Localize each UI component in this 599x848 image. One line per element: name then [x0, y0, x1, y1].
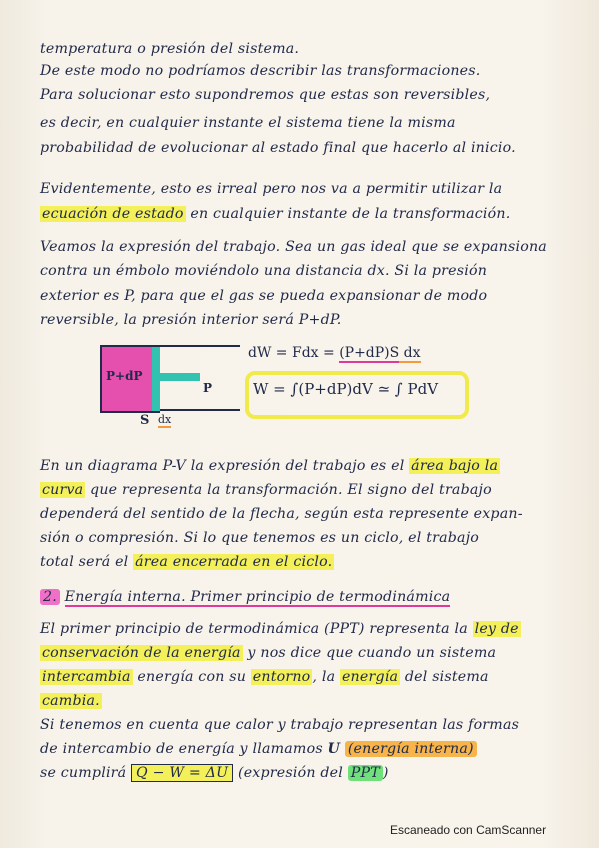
text-span: total será el: [40, 554, 134, 570]
section-title-b: Primer principio de termodinámica: [185, 589, 451, 605]
gas-chamber: [100, 345, 156, 413]
text-line: sión o compresión. Si lo que tenemos es un ciclo, el trabajo: [40, 530, 480, 546]
text-line: [40, 457, 500, 475]
piston: [152, 345, 160, 413]
text-span: que representa la transformación. El signo del trabajo: [85, 482, 492, 498]
highlight-ppt: PPT: [348, 765, 383, 781]
text-span: (expresión del: [233, 765, 348, 781]
highlight-entorno: entorno: [252, 669, 311, 685]
section-title-a: Energía interna.: [64, 589, 186, 605]
text-line: reversible, la presión interior será P+dP.: [40, 312, 342, 328]
work-differential-formula: [248, 345, 421, 361]
text-line: [40, 644, 496, 662]
text-line: contra un émbolo moviéndolo una distancia dx. Si la presión: [40, 263, 488, 279]
formula-part-force: (P+dP)S: [339, 345, 400, 361]
highlight-intercambia: intercambia: [42, 669, 131, 685]
highlight-area-ciclo: área encerrada en el ciclo.: [135, 554, 333, 570]
work-integral-formula: W = ∫(P+dP)dV ≃ ∫ PdV: [253, 380, 439, 398]
text-line: De este modo no podríamos describir las transformaciones.: [40, 63, 481, 79]
text-line: exterior es P, para que el gas se pueda expansionar de modo: [40, 288, 488, 304]
text-line: Evidentemente, esto es irreal pero nos va a permitir utilizar la: [40, 181, 503, 197]
text-span: En un diagrama P-V la expresión del trabajo es el: [40, 458, 410, 474]
highlight-conservacion: conservación de la energía: [42, 645, 241, 661]
text-span: ): [382, 765, 389, 781]
text-line: Si tenemos en cuenta que calor y trabajo representan las formas: [40, 717, 520, 733]
highlight-curva: curva: [42, 482, 84, 498]
internal-energy-symbol: U: [327, 741, 341, 757]
highlight-ley: ley de: [474, 621, 519, 637]
text-span: en cualquier instante de la transformación.: [185, 206, 511, 222]
text-span: , la: [312, 669, 340, 685]
text-line: es decir, en cualquier instante el sistema tiene la misma: [40, 115, 456, 131]
piston-diagram: [100, 345, 240, 435]
text-line: [40, 481, 492, 499]
scanner-watermark: Escaneado con CamScanner: [390, 823, 547, 837]
text-line: [40, 668, 489, 686]
cylinder-bottom-wall: [152, 409, 240, 411]
cylinder-top-wall: [152, 345, 240, 347]
highlight-ecuacion-estado: ecuación de estado: [42, 206, 184, 222]
text-line: temperatura o presión del sistema.: [40, 41, 300, 57]
highlight-energia: energía: [341, 669, 399, 685]
text-line: [40, 620, 521, 638]
text-line: [40, 692, 102, 710]
external-pressure-label: P: [203, 381, 213, 395]
first-law-formula: Q − W = ΔU: [131, 764, 233, 782]
text-span: El primer principio de termodinámica (PPT) representa la: [40, 621, 473, 637]
area-label: S: [140, 413, 150, 428]
text-line: [40, 764, 389, 782]
text-span: y nos dice que cuando un sistema: [242, 645, 497, 661]
displacement-label: dx: [158, 413, 172, 426]
formula-part: dW = Fdx =: [248, 345, 340, 361]
text-line: Para solucionar esto supondremos que estas son reversibles,: [40, 87, 491, 103]
text-span: del sistema: [400, 669, 489, 685]
text-span: energía con su: [132, 669, 251, 685]
text-span: se cumplirá: [40, 765, 132, 781]
highlight-energia-interna: (energía interna): [345, 741, 477, 757]
gas-pressure-label: P+dP: [106, 369, 143, 383]
formula-part-dx: dx: [399, 345, 421, 361]
text-line: Veamos la expresión del trabajo. Sea un gas ideal que se expansiona: [40, 239, 547, 255]
text-line: [40, 740, 477, 758]
highlight-area-curva: área bajo la: [411, 458, 499, 474]
piston-rod: [160, 373, 200, 381]
section-number: 2.: [40, 589, 60, 605]
highlight-cambia: cambia.: [42, 693, 100, 709]
text-line: [40, 553, 334, 571]
text-line: probabilidad de evolucionar al estado final que hacerlo al inicio.: [40, 140, 516, 156]
text-line: dependerá del sentido de la flecha, según esta represente expan-: [40, 506, 523, 522]
section-heading: [40, 588, 450, 606]
text-line: [40, 205, 510, 223]
text-span: de intercambio de energía y llamamos: [40, 741, 328, 757]
